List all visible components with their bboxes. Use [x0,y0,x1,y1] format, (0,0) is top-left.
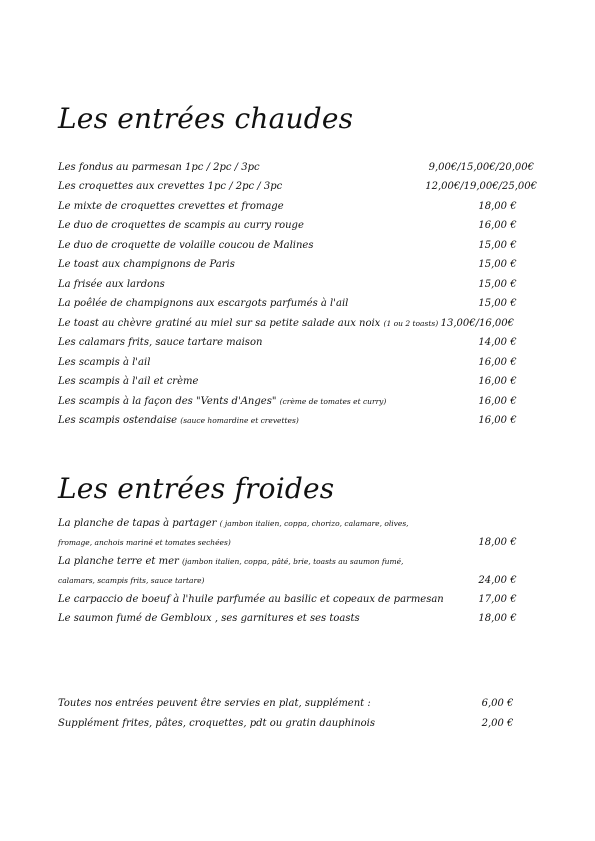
item-name-text: Le toast au chèvre gratiné au miel sur sa petite salade aux noix [58,318,381,329]
item-name [58,318,438,330]
item-price: 9,00€/15,00€/20,00€ [428,162,534,173]
item-name: Le mixte de croquettes crevettes et fromage [58,201,284,212]
hot-section-title: Les entrées chaudes [58,102,354,135]
item-name: Le carpaccio de boeuf à l'huile parfumée au basilic et copeaux de parmesan [58,594,444,605]
item-note: ( jambon italien, coppa, chorizo, calamare, olives, [219,519,409,528]
item-name-text: La planche terre et mer [58,556,179,567]
item-price: 17,00 € [478,594,517,605]
item-name: La frisée aux lardons [58,279,165,290]
item-name-text: Les scampis ostendaise [58,415,178,426]
item-name [58,556,403,568]
item-note-continued: fromage, anchois mariné et tomates sechées) [58,538,231,547]
extra-name: Supplément frites, pâtes, croquettes, pdt ou gratin dauphinois [58,718,376,729]
item-note: (sauce homardine et crevettes) [180,416,299,425]
item-name: Les croquettes aux crevettes 1pc / 2pc / 3pc [58,181,283,192]
item-price: 15,00 € [478,279,517,290]
item-name: Le toast aux champignons de Paris [58,259,235,270]
item-price: 15,00 € [478,298,517,309]
item-name [58,396,386,408]
item-name: Les scampis à l'ail [58,357,151,368]
item-name: Les scampis à l'ail et crème [58,376,199,387]
extra-name: Toutes nos entrées peuvent être servies en plat, supplément : [58,698,371,709]
item-price: 13,00€/16,00€ [440,318,514,329]
item-price: 16,00 € [478,415,517,426]
extra-price: 6,00 € [481,698,514,709]
item-note-continued: calamars, scampis frits, sauce tartare) [58,576,205,585]
item-price: 15,00 € [478,240,517,251]
item-note: (1 ou 2 toasts) [383,319,439,328]
item-name [58,415,299,427]
item-price: 14,00 € [478,337,517,348]
item-price: 16,00 € [478,220,517,231]
item-name: Le duo de croquettes de scampis au curry rouge [58,220,304,231]
item-price: 12,00€/19,00€/25,00€ [425,181,537,192]
item-name-text: La planche de tapas à partager [58,518,217,529]
item-name: Le saumon fumé de Gembloux , ses garnitures et ses toasts [58,613,360,624]
item-price: 18,00 € [478,201,517,212]
item-price: 24,00 € [478,575,517,586]
item-name-text: Les scampis à la façon des "Vents d'Anges" [58,396,277,407]
item-name: Les calamars frits, sauce tartare maison [58,337,263,348]
item-price: 16,00 € [478,357,517,368]
item-price: 16,00 € [478,396,517,407]
item-price: 18,00 € [478,537,517,548]
item-name [58,518,409,530]
item-note: (jambon italien, coppa, pâté, brie, toasts au saumon fumé, [182,557,404,566]
item-name: La poêlée de champignons aux escargots parfumés à l'ail [58,298,349,309]
item-name: Les fondus au parmesan 1pc / 2pc / 3pc [58,162,260,173]
item-name: Le duo de croquette de volaille coucou de Malines [58,240,314,251]
cold-section-title: Les entrées froides [58,472,335,505]
extra-price: 2,00 € [481,718,514,729]
item-price: 15,00 € [478,259,517,270]
item-note: (crème de tomates et curry) [279,397,387,406]
item-price: 16,00 € [478,376,517,387]
item-price: 18,00 € [478,613,517,624]
